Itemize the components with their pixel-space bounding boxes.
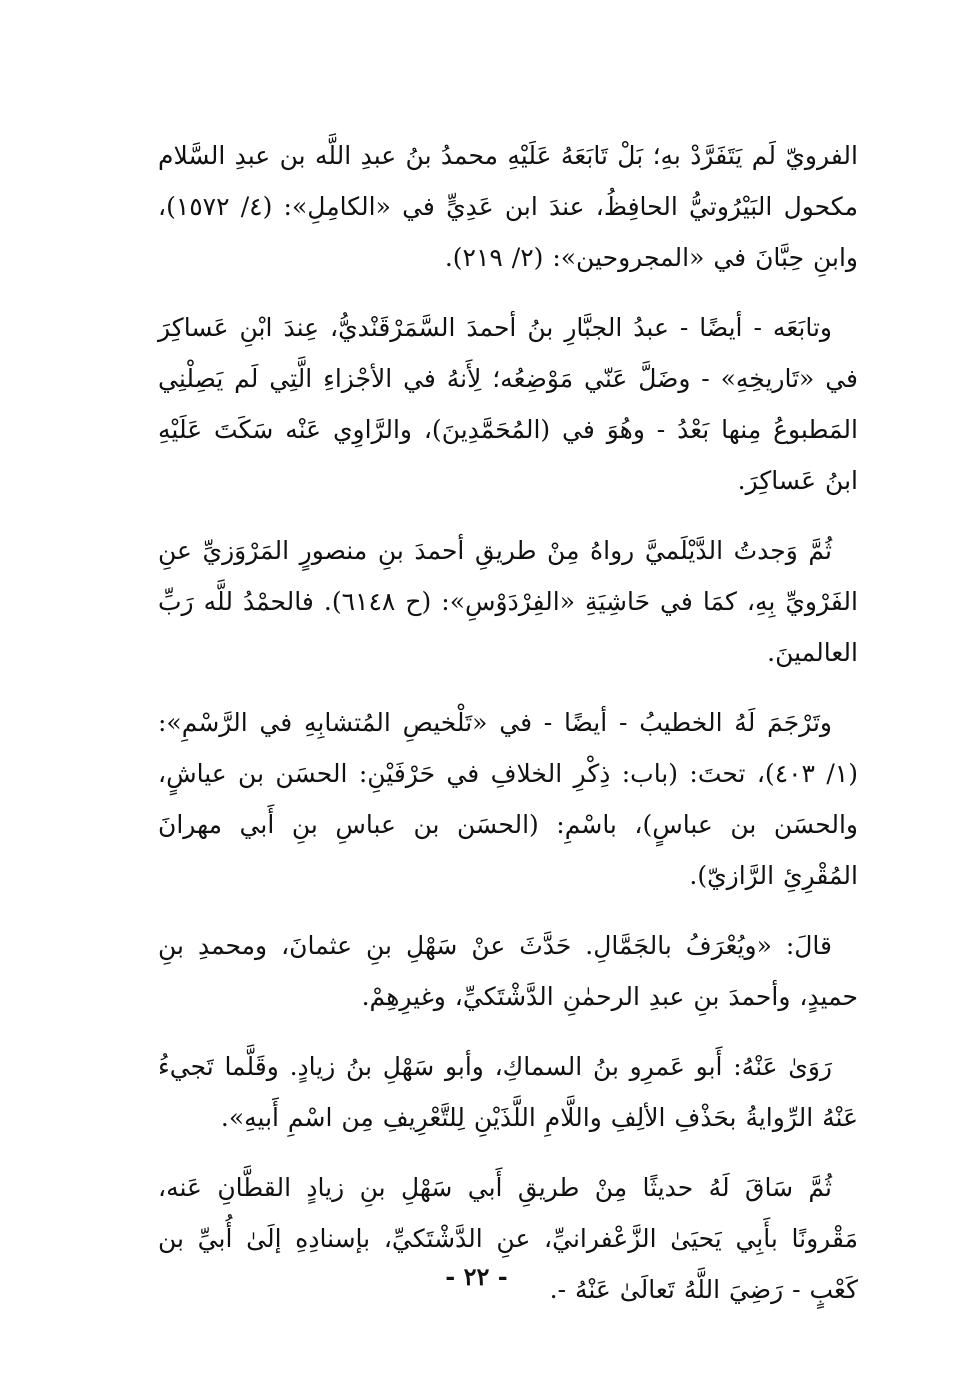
paragraph: ثُمَّ وَجدتُ الدَّيْلَميَّ رواهُ مِنْ طريقِ أحمدَ بنِ منصورٍ المَرْوَزيِّ عنِ الفَرْويِّ بِهِ، كمَا في حَاشِيَةِ «الفِرْدَوْسِ»: (ح ٦١٤٨). فالحمْدُ للَّه رَبِّ العالمينَ. (158, 536, 858, 667)
paragraph: ثُمَّ سَاقَ لَهُ حديثًا مِنْ طريقِ أَبي سَهْلِ بنِ زيادٍ القطَّانِ عَنه، مَقْرونًا بأَبِي يَحيَىٰ الزَّعْفرانيِّ، عنِ الدَّشْتَكيِّ، بإسنادِهِ إلَىٰ أُبيِّ بن كَعْبٍ - رَضِيَ اللَّهُ تَعالَىٰ عَنْهُ -. (158, 1173, 858, 1304)
paragraph: رَوَىٰ عَنْهُ: أَبو عَمرِو بنُ السماكِ، وأبو سَهْلِ بنُ زيادٍ. وقَلَّما تَجيءُ عَنْهُ الرِّوايةُ بحَذْفِ الألِفِ واللَّامِ اللَّذَيْنِ لِلتَّعْرِيفِ مِن اسْمِ أَبيهِ». (158, 1052, 858, 1132)
body-text (158, 130, 858, 1334)
page-number: - ٢٢ - (445, 1262, 508, 1291)
paragraph: الفرويّ لَم يَتَفَرَّدْ بهِ؛ بَلْ تَابَعَهُ عَلَيْهِ محمدُ بنُ عبدِ اللَّه بن عبدِ السَّلام مكحول البَيْرُوتيُّ الحافِظُ، عندَ ابن عَدِيٍّ في «الكامِلِ»: (٤/ ١٥٧٢)، وابنِ حِبَّانَ في «المجروحين»: (٢/ ٢١٩). (158, 141, 858, 272)
paragraph: وتَرْجَمَ لَهُ الخطيبُ - أيضًا - في «تَلْخيصِ المُتشابِهِ في الرَّسْمِ»: (١/ ٤٠٣)، تحتَ: (باب: ذِكْرِ الخلافِ في حَرْفَيْنِ: الحسَن بن عياشٍ، والحسَن بن عباسٍ)، باسْمِ: (الحسَن بن عباسِ بنِ أَبي مهرانَ المُقْرِئِ الرَّازيّ). (158, 708, 858, 890)
paragraph: قالَ: «ويُعْرَفُ بالجَمَّالِ. حَدَّثَ عنْ سَهْلِ بنِ عثمانَ، ومحمدِ بنِ حميدٍ، وأحمدَ بنِ عبدِ الرحمٰنِ الدَّشْتَكيِّ، وغيرِهِمْ. (158, 931, 858, 1011)
paragraph: وتابَعَه - أيضًا - عبدُ الجبَّارِ بنُ أحمدَ السَّمَرْقَنْديُّ، عِندَ ابْنِ عَساكِرَ في «تَاريخِهِ» - وضَلَّ عَنّي مَوْضِعُه؛ لِأَنهُ في الأجْزاءِ الَّتِي لَم يَصِلْنِي المَطبوعُ مِنها بَعْدُ - وهُوَ في (المُحَمَّدِينَ)، والرَّاوِي عَنْه سَكَتَ عَلَيْهِ ابنُ عَساكِرَ. (158, 313, 858, 495)
